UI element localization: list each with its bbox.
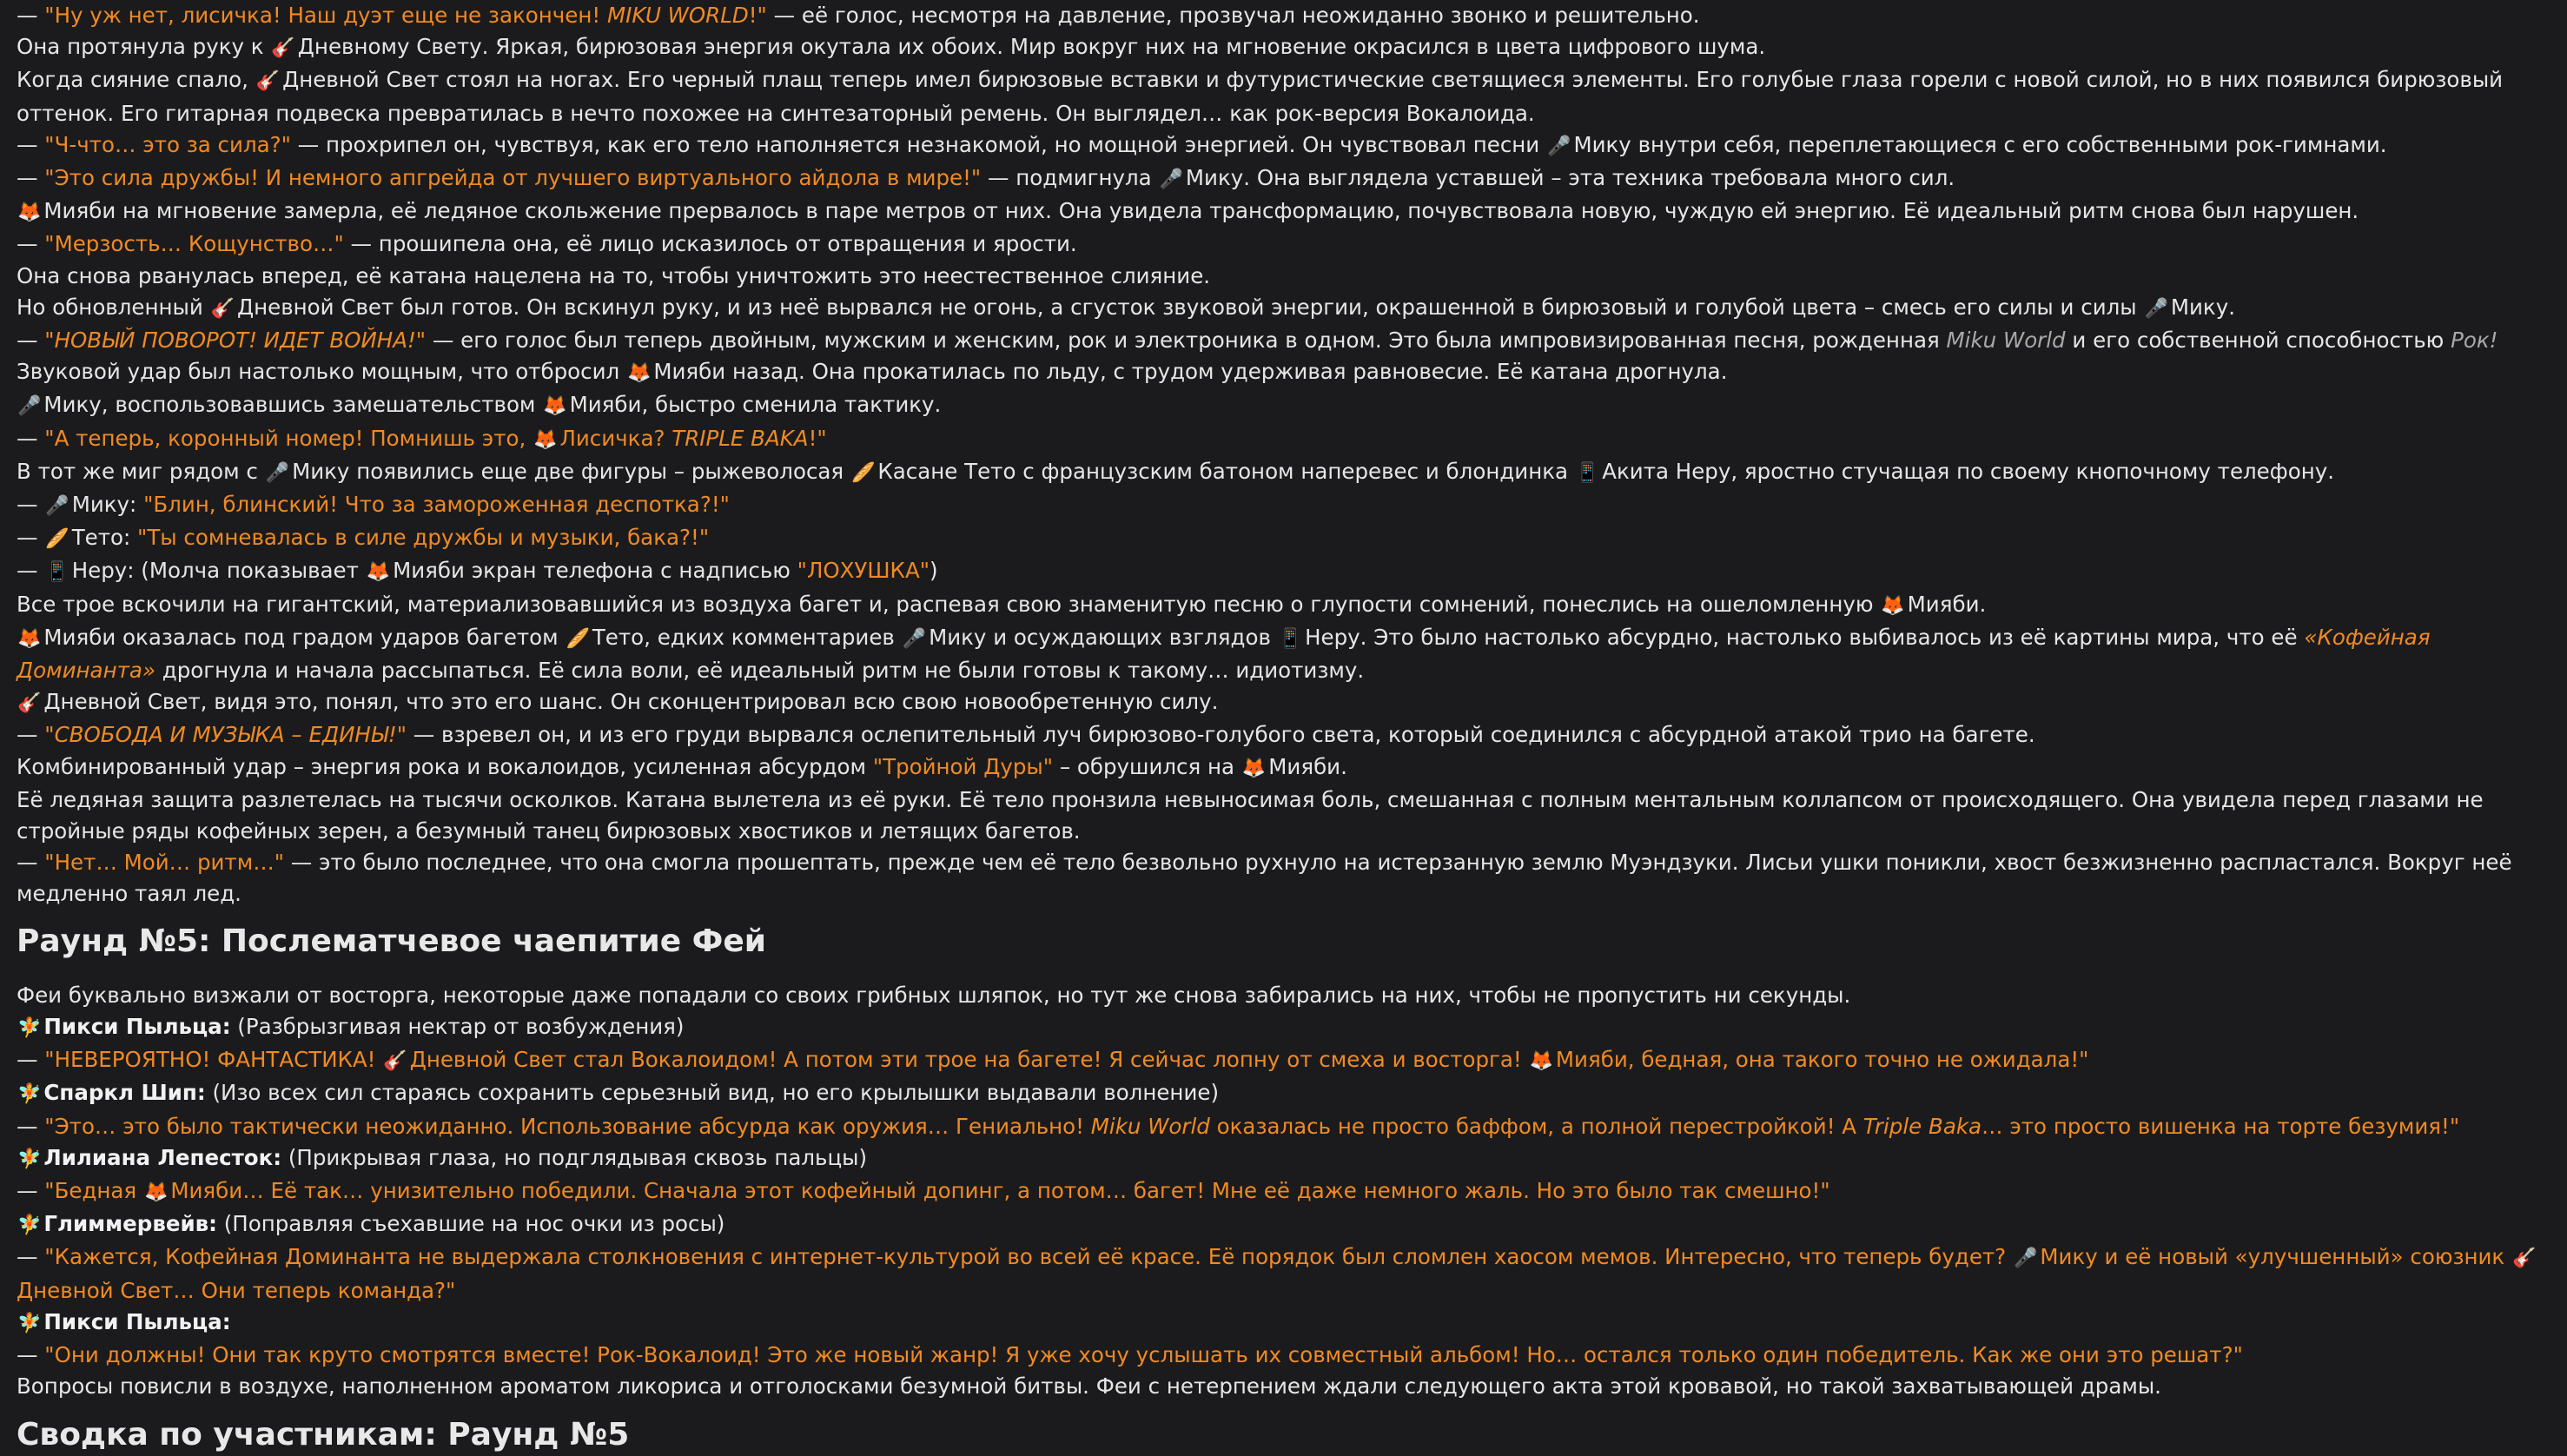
- text-segment: Мияби назад. Она прокатилась по льду, с трудом удерживая равновесие. Её катана дрогнула.: [653, 359, 1728, 385]
- baguette-icon: 🥖: [850, 461, 876, 484]
- text-segment: Все трое вскочили на гигантский, материализовавшийся из воздуха багет и, распевая свою знаменитую песню о глупости сомнений, понеслись на ошеломленную: [17, 591, 1881, 617]
- quote-text: "Ч-что… это за сила?": [44, 131, 291, 157]
- text-segment: Мику. Она выглядела уставшей – эта техника требовала много сил.: [1185, 165, 1955, 191]
- text-segment: Звуковой удар был настолько мощным, что отбросил: [17, 359, 626, 385]
- fox-icon: 🦊: [143, 1181, 169, 1203]
- text-segment: Дневной Свет, видя это, понял, что это его шанс. Он сконцентрировал всю свою новообретенную силу.: [43, 689, 1219, 715]
- quote-text: "Они должны! Они так круто смотрятся вместе! Рок-Вокалоид! Это же новый жанр! Я уже хочу услышать их совместный альбом! Но… остался только один победитель. Как же они это решат?": [44, 1341, 2243, 1367]
- quote-text: "Блин, блинский! Что за замороженная деспотка?!": [143, 492, 730, 518]
- text-segment: Мияби оказалась под градом ударов багетом: [43, 624, 566, 650]
- fox-icon: 🦊: [1241, 757, 1267, 779]
- text-segment: (Изо всех сил стараясь сохранить серьезный вид, но его крылышки выдавали волнение): [205, 1080, 1220, 1106]
- story-line: [17, 1044, 2553, 1077]
- mic-icon: 🎤: [2144, 297, 2168, 320]
- text-segment: Она снова рванулась вперед, её катана нацелена на то, чтобы уничтожить это неестественное слияние.: [17, 262, 1211, 288]
- story-line: [17, 1111, 2553, 1142]
- text-segment: Тето, едких комментариев: [592, 624, 902, 650]
- quote-emphasis: Miku World: [1090, 1113, 1210, 1139]
- text-segment: Тето:: [71, 525, 138, 551]
- text-segment: —: [17, 558, 45, 584]
- fox-icon: 🦊: [533, 428, 558, 451]
- text-segment: —: [17, 1113, 45, 1139]
- quote-text: "Ну уж нет, лисичка! Наш дуэт еще не закончен!: [44, 3, 607, 28]
- text-segment: Мияби на мгновение замерла, её ледяное скольжение прервалось в паре метров от них. Она увидела трансформацию, почувствовала новую, чуждую ей энергию. Её идеальный ритм снова был нарушен.: [43, 198, 2359, 224]
- story-line: [17, 751, 2553, 784]
- text-segment: Она протянула руку к: [17, 34, 271, 60]
- text-segment: —: [17, 231, 45, 257]
- quote-text: Дневной Свет стал Вокалоидом! А потом эти трое на багете! Я сейчас лопну от смеха и восторга!: [409, 1047, 1529, 1073]
- text-segment: Феи буквально визжали от восторга, некоторые даже попадали со своих грибных шляпок, но тут же снова забирались на них, чтобы не пропустить ни секунды.: [17, 982, 1851, 1008]
- fairy-icon: 🧚: [17, 1312, 42, 1334]
- text-segment: —: [17, 1177, 45, 1203]
- story-line: [17, 1077, 2553, 1110]
- quote-text: оказалась не просто баффом, а полной перестройкой! А: [1209, 1113, 1863, 1139]
- mic-icon: 🎤: [1547, 135, 1571, 157]
- quote-text: Дневной Свет… Они теперь команда?": [17, 1277, 456, 1303]
- text-segment: — его голос был теперь двойным, мужским и женским, рок и электроника в одном. Это была импровизированная песня, рожденная: [426, 328, 1947, 354]
- speaker-name: Пикси Пыльца:: [43, 1013, 231, 1039]
- speaker-name: Глиммервейв:: [43, 1211, 217, 1237]
- mic-icon: 🎤: [265, 461, 290, 484]
- story-line: [17, 456, 2553, 489]
- text-segment: ): [929, 558, 938, 584]
- text-segment: — подмигнула: [981, 165, 1159, 191]
- quote-text: Мияби… Её так… унизительно победили. Сначала этот кофейный допинг, а потом… багет! Мне её даже немного жаль. Но это было так смешно!": [170, 1177, 1830, 1203]
- speaker-name: Лилиана Лепесток:: [43, 1144, 282, 1170]
- fox-icon: 🦊: [626, 362, 652, 385]
- mic-icon: 🎤: [1159, 169, 1183, 191]
- text-segment: —: [17, 328, 45, 354]
- baguette-icon: 🥖: [45, 528, 69, 551]
- quote-text: Мику и её новый «улучшенный» союзник: [2040, 1244, 2512, 1270]
- text-segment: —: [17, 722, 45, 748]
- text-segment: Дневной Свет был готов. Он вскинул руку, и из неё вырвался не огонь, а сгусток звуковой энергии, окрашенной в бирюзовый и голубой цвета – смесь его силы и силы: [236, 294, 2144, 320]
- quote-text: Лисичка?: [559, 425, 672, 451]
- quote-text: !": [808, 425, 827, 451]
- quote-emphasis: Triple Baka: [1862, 1113, 1982, 1139]
- story-line: [17, 555, 2553, 588]
- quote-text: "Тройной Дуры": [872, 753, 1054, 779]
- baguette-icon: 🥖: [566, 627, 590, 650]
- quote-text: "А теперь, коронный номер! Помнишь это,: [44, 425, 533, 451]
- text-segment: Мику.: [2170, 294, 2235, 320]
- text-segment: Её ледяная защита разлетелась на тысячи осколков. Катана вылетела из её руки. Её тело пронзила невыносимая боль, смешанная с полным ментальным коллапсом от происходящего. Она увидела перед глазами не стройные ряды кофейных зерен, а безумный танец бирюзовых хвостиков и летящих багетов.: [17, 786, 2484, 844]
- fox-icon: 🦊: [366, 561, 391, 584]
- quote-emphasis: TRIPLE BAKA: [672, 425, 809, 451]
- text-segment: Мияби.: [1907, 591, 1987, 617]
- fairy-icon: 🧚: [17, 1016, 42, 1039]
- story-line: [17, 0, 2553, 31]
- text-segment: Мику, воспользовавшись замешательством: [43, 392, 543, 418]
- speaker-name: Пикси Пыльца:: [43, 1308, 231, 1334]
- fairy-icon: 🧚: [17, 1148, 42, 1170]
- fox-icon: 🦊: [543, 395, 567, 418]
- skill-name: Рок!: [2451, 328, 2498, 354]
- text-segment: Мику и осуждающих взглядов: [929, 624, 1278, 650]
- speaker-name: Спаркл Шип:: [43, 1080, 206, 1106]
- text-segment: Мияби, быстро сменила тактику.: [569, 392, 942, 418]
- text-segment: Мияби экран телефона с надписью: [393, 558, 797, 584]
- text-segment: —: [17, 131, 45, 157]
- text-segment: Неру: (Молча показывает: [71, 558, 366, 584]
- story-line: [17, 522, 2553, 555]
- fairy-icon: 🧚: [17, 1083, 42, 1106]
- story-line: [17, 129, 2553, 162]
- text-segment: — прохрипел он, чувствуя, как его тело наполняется незнакомой, но мощной энергией. Он чувствовал песни: [290, 131, 1547, 157]
- guitar-icon: 🎸: [383, 1050, 407, 1073]
- section-heading-summary: Сводка по участникам: Раунд №5: [17, 1417, 630, 1453]
- text-segment: Мияби.: [1268, 753, 1347, 779]
- story-line: [17, 847, 2553, 910]
- phone-icon: 📱: [1278, 627, 1303, 650]
- guitar-icon: 🎸: [2512, 1248, 2537, 1270]
- fox-icon: 🦊: [1529, 1050, 1553, 1073]
- quote-text: "Бедная: [44, 1177, 143, 1203]
- text-segment: —: [17, 165, 45, 191]
- quote-text: "Это… это было тактически неожиданно. Использование абсурда как оружия… Гениально!: [44, 1113, 1091, 1139]
- story-line: [17, 1340, 2553, 1371]
- story-line: [17, 1241, 2553, 1306]
- text-segment: Комбинированный удар – энергия рока и вокалоидов, усиленная абсурдом: [17, 753, 873, 779]
- story-line: [17, 589, 2553, 622]
- text-segment: — её голос, несмотря на давление, прозвучал неожиданно звонко и решительно.: [766, 3, 1700, 28]
- text-segment: дрогнула и начала рассыпаться. Её сила воли, её идеальный ритм не были готовы к такому… идиотизму.: [155, 658, 1365, 684]
- story-line: [17, 489, 2553, 522]
- story-line: [17, 162, 2553, 195]
- quote-text: … это просто вишенка на торте безумия!": [1981, 1113, 2460, 1139]
- quote-text: Мияби, бедная, она такого точно не ожидала!": [1555, 1047, 2089, 1073]
- quote-text: !": [748, 3, 767, 28]
- text-segment: Касане Тето с французским батоном наперевес и блондинка: [877, 458, 1575, 484]
- text-segment: и его собственной способностью: [2065, 328, 2451, 354]
- text-segment: Акита Неру, яростно стучащая по своему кнопочному телефону.: [1602, 458, 2334, 484]
- text-segment: Мику внутри себя, переплетающиеся с его собственными рок-гимнами.: [1573, 131, 2387, 157]
- story-line: [17, 325, 2553, 356]
- quote-emphasis: "СВОБОДА И МУЗЫКА – ЕДИНЫ!": [44, 722, 407, 748]
- phone-icon: 📱: [45, 561, 69, 584]
- text-segment: —: [17, 1341, 45, 1367]
- text-segment: — прошипела она, её лицо исказилось от отвращения и ярости.: [343, 231, 1077, 257]
- mic-icon: 🎤: [2013, 1248, 2038, 1270]
- story-line: [17, 195, 2553, 228]
- guitar-icon: 🎸: [271, 37, 295, 60]
- story-line: [17, 261, 2553, 292]
- quote-text: "Это сила дружбы! И немного апгрейда от лучшего виртуального айдола в мире!": [44, 165, 982, 191]
- skill-name: Miku World: [1946, 328, 2066, 354]
- text-segment: (Прикрывая глаза, но подглядывая сквозь пальцы): [281, 1144, 868, 1170]
- text-segment: (Поправляя съехавшие на нос очки из росы): [216, 1211, 725, 1237]
- story-line: [17, 31, 2553, 64]
- story-line: [17, 1307, 2553, 1340]
- text-segment: —: [17, 525, 45, 551]
- fox-icon: 🦊: [1881, 594, 1905, 617]
- quote-emphasis: «Кофейная Доминанта»: [17, 624, 2431, 684]
- story-line: [17, 292, 2553, 325]
- chat-message-body: [17, 0, 2553, 1456]
- story-line: [17, 1142, 2553, 1175]
- text-segment: Мику появились еще две фигуры – рыжеволосая: [292, 458, 850, 484]
- story-line: [17, 64, 2553, 129]
- quote-text: "ЛОХУШКА": [797, 558, 930, 584]
- story-line: [17, 622, 2553, 686]
- quote-text: "Мерзость… Кощунство…": [44, 231, 344, 257]
- fox-icon: 🦊: [17, 202, 42, 224]
- quote-emphasis: "НОВЫЙ ПОВОРОТ! ИДЕТ ВОЙНА!": [44, 328, 427, 354]
- story-line: [17, 1175, 2553, 1208]
- story-line: [17, 389, 2553, 422]
- story-line: [17, 686, 2553, 719]
- guitar-icon: 🎸: [210, 297, 235, 320]
- mic-icon: 🎤: [45, 495, 69, 518]
- story-line: [17, 423, 2553, 456]
- quote-text: "Кажется, Кофейная Доминанта не выдержала столкновения с интернет-культурой во всей её красе. Её порядок был сломлен хаосом мемов. Интересно, что теперь будет?: [44, 1244, 2013, 1270]
- text-segment: Мику:: [71, 492, 144, 518]
- story-line: [17, 1371, 2553, 1402]
- quote-emphasis: MIKU WORLD: [606, 3, 749, 28]
- story-line: [17, 980, 2553, 1011]
- story-section-fairies: [17, 980, 2553, 1403]
- section-heading-round5: Раунд №5: Послематчевое чаепитие Фей: [17, 923, 766, 959]
- dash: —: [17, 3, 45, 28]
- mic-icon: 🎤: [17, 395, 42, 418]
- text-segment: —: [17, 492, 45, 518]
- story-line: [17, 1208, 2553, 1241]
- quote-text: "НЕВЕРОЯТНО! ФАНТАСТИКА!: [44, 1047, 383, 1073]
- text-segment: (Разбрызгивая нектар от возбуждения): [230, 1013, 685, 1039]
- story-section-battle: [17, 0, 2553, 910]
- text-segment: Неру. Это было настолько абсурдно, настолько выбивалось из её картины мира, что её: [1305, 624, 2305, 650]
- fox-icon: 🦊: [17, 627, 42, 650]
- text-segment: —: [17, 850, 45, 876]
- guitar-icon: 🎸: [17, 692, 42, 715]
- text-segment: Вопросы повисли в воздухе, наполненном ароматом ликориса и отголосками безумной битвы. Феи с нетерпением ждали следующего акта этой кровавой, но такой захватывающей драмы.: [17, 1373, 2161, 1400]
- story-line: [17, 784, 2553, 847]
- story-line: [17, 719, 2553, 751]
- text-segment: —: [17, 1047, 45, 1073]
- text-segment: В тот же миг рядом с: [17, 458, 265, 484]
- phone-icon: 📱: [1575, 461, 1600, 484]
- text-segment: Когда сияние спало,: [17, 67, 255, 93]
- quote-text: "Нет… Мой… ритм…": [44, 850, 284, 876]
- text-segment: — взревел он, и из его груди вырвался ослепительный луч бирюзово-голубого света, который соединился с абсурдной атакой трио на багете.: [406, 722, 2035, 748]
- mic-icon: 🎤: [902, 627, 927, 650]
- text-segment: Дневной Свет стоял на ногах. Его черный плащ теперь имел бирюзовые вставки и футуристические светящиеся элементы. Его голубые глаза горели с новой силой, но в них появился бирюзовый оттенок. Его гитарная подвеска превратилась в нечто похожее на синтезаторный ремень. Он выглядел… как рок-версия Вокалоида.: [17, 67, 2504, 126]
- fairy-icon: 🧚: [17, 1214, 42, 1237]
- guitar-icon: 🎸: [255, 70, 281, 93]
- text-segment: – обрушился на: [1053, 753, 1241, 779]
- text-segment: Но обновленный: [17, 294, 210, 320]
- text-segment: —: [17, 1244, 45, 1270]
- story-line: [17, 356, 2553, 389]
- story-line: [17, 228, 2553, 260]
- story-line: [17, 1011, 2553, 1044]
- quote-text: "Ты сомневалась в силе дружбы и музыки, бака?!": [137, 525, 710, 551]
- text-segment: —: [17, 425, 45, 451]
- text-segment: Дневному Свету. Яркая, бирюзовая энергия окутала их обоих. Мир вокруг них на мгновение окрасился в цвета цифрового шума.: [297, 34, 1766, 60]
- text-segment: — это было последнее, что она смогла прошептать, прежде чем её тело безвольно рухнуло на истерзанную землю Муэндзуки. Лисьи ушки поникли, хвост безжизненно распластался. Вокруг неё медленно таял лед.: [17, 850, 2512, 907]
